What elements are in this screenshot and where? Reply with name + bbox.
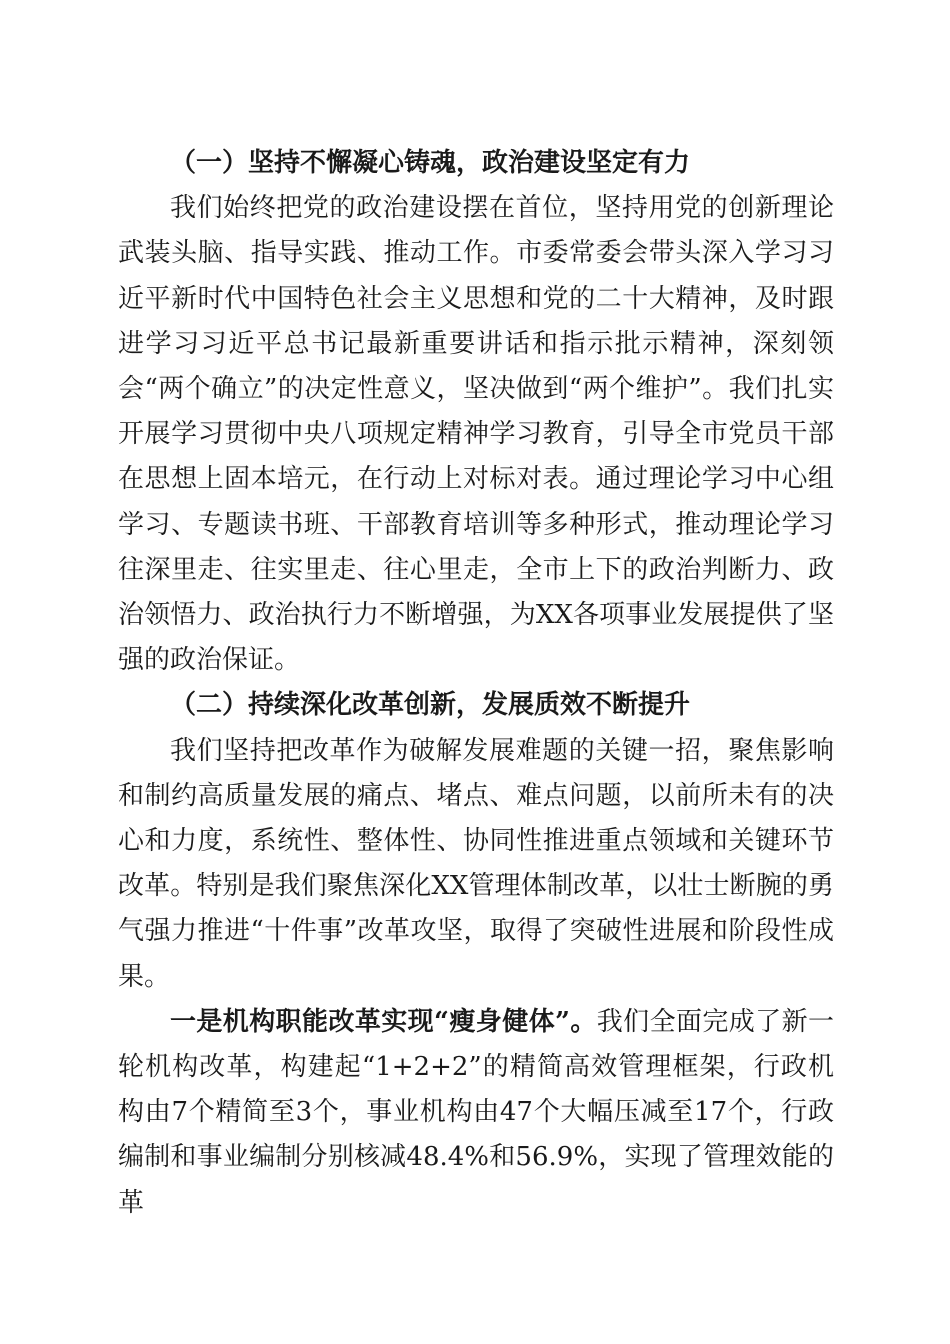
- item-1-lead: 一是机构职能改革实现“瘦身健体”。: [170, 1006, 597, 1037]
- section-2-paragraph: 我们坚持把改革作为破解发展难题的关键一招，聚焦影响和制约高质量发展的痛点、堵点、难点问题，以前所未有的决心和力度，系统性、整体性、协同性推进重点领域和关键环节改革。特别是我们聚焦深化XX管理体制改革，以壮士断腕的勇气强力推进“十件事”改革攻坚，取得了突破性进展和阶段性成果。: [118, 735, 834, 992]
- section-1-heading: （一）坚持不懈凝心铸魂，政治建设坚定有力: [170, 148, 691, 178]
- section-1-paragraph: 我们始终把党的政治建设摆在首位，坚持用党的创新理论武装头脑、指导实践、推动工作。市委常委会带头深入学习习近平新时代中国特色社会主义思想和党的二十大精神，及时跟进学习习近平总书记最新重要讲话和指示批示精神，深刻领会“两个确立”的决定性意义，坚决做到“两个维护”。我们扎实开展学习贯彻中央八项规定精神学习教育，引导全市党员干部在思想上固本培元，在行动上对标对表。通过理论学习中心组学习、专题读书班、干部教育培训等多种形式，推动理论学习往深里走、往实里走、往心里走，全市上下的政治判断力、政治领悟力、政治执行力不断增强，为XX各项事业发展提供了坚强的政治保证。: [118, 193, 834, 676]
- document-body: [118, 141, 834, 1226]
- item-1-text: 我们全面完成了新一轮机构改革，构建起“1+2+2”的精简高效管理框架，行政机构由7个精简至3个，事业机构由47个大幅压减至17个，行政编制和事业编制分别核减48.4%和56.9%，实现了管理效能的革: [118, 1006, 834, 1218]
- section-2-heading: （二）持续深化改革创新，发展质效不断提升: [170, 690, 691, 721]
- section-2-item-1: [118, 1000, 834, 1226]
